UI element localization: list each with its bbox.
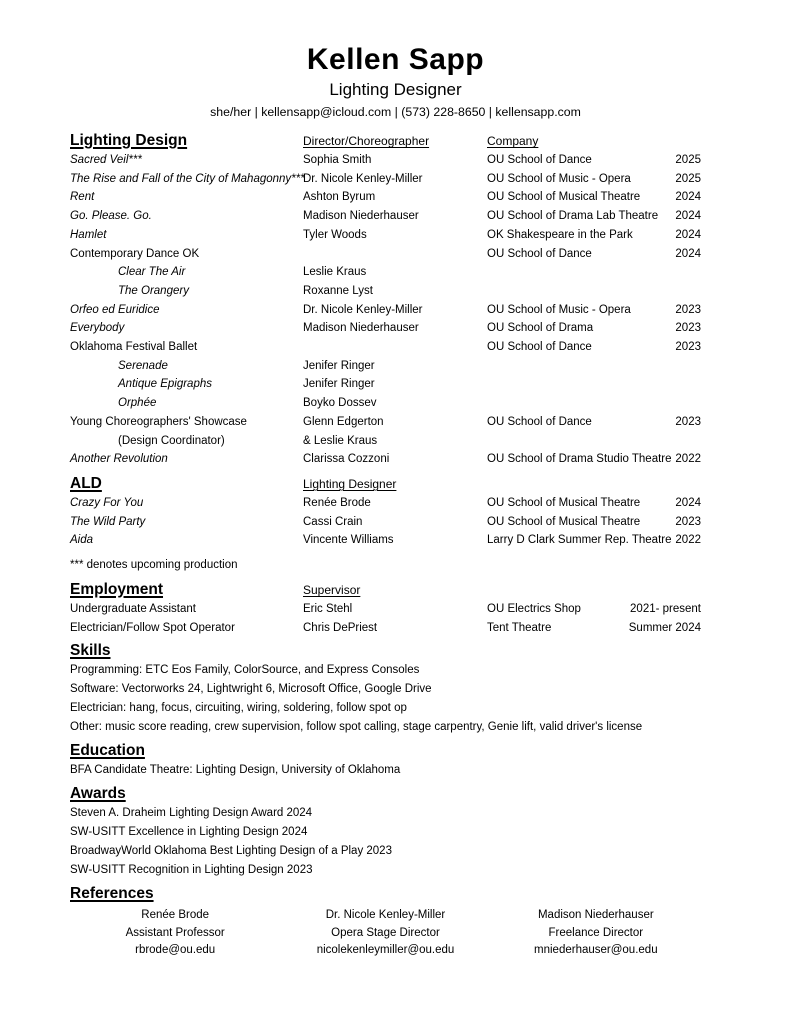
production-title: The Wild Party: [70, 515, 146, 528]
reference-role: Assistant Professor: [125, 926, 225, 939]
resume-body: [70, 131, 701, 959]
person-name: Cassi Crain: [303, 515, 363, 528]
award-line: Steven A. Draheim Lighting Design Award 2024: [70, 807, 313, 820]
skill-line: Electrician: hang, focus, circuiting, wiring, soldering, follow spot op: [70, 702, 407, 715]
company-name: OU School of Drama Lab Theatre: [487, 210, 659, 223]
year: 2025: [675, 172, 701, 185]
lighting-design-row: [70, 319, 701, 338]
education-line: BFA Candidate Theatre: Lighting Design, University of Oklahoma: [70, 764, 401, 777]
person-name: Madison Niederhauser: [303, 322, 419, 335]
lighting-design-row: [70, 301, 701, 320]
production-title: Antique Epigraphs: [118, 378, 212, 391]
skill-line: Programming: ETC Eos Family, ColorSource, and Express Consoles: [70, 664, 420, 677]
column-heading-lighting-designer: Lighting Designer: [303, 476, 397, 491]
lighting-design-row: [70, 151, 701, 170]
reference-email: mniederhauser@ou.edu: [534, 943, 658, 956]
year: 2024: [675, 191, 701, 204]
person-name: Eric Stehl: [303, 603, 353, 616]
company-name: OU Electrics Shop: [487, 603, 581, 616]
production-title: Rent: [70, 191, 95, 204]
lighting-design-row: [70, 357, 701, 376]
reference-name: Renée Brode: [141, 909, 210, 922]
section-heading-lighting-design: Lighting Design: [70, 132, 188, 149]
production-title: Oklahoma Festival Ballet: [70, 341, 198, 354]
lighting-design-table: [70, 151, 701, 469]
awards-section: [70, 784, 701, 880]
person-name: Jenifer Ringer: [303, 378, 375, 391]
reference-role: Freelance Director: [548, 926, 644, 939]
award-line: SW-USITT Excellence in Lighting Design 2024: [70, 826, 308, 839]
production-title: The Rise and Fall of the City of Mahagonny***: [70, 172, 305, 185]
contact-line: she/her | kellensapp@icloud.com | (573) 228-8650 | kellensapp.com: [210, 105, 581, 119]
company-name: Larry D Clark Summer Rep. Theatre: [487, 534, 672, 547]
lighting-design-row: [70, 207, 701, 226]
employment-row: [70, 600, 701, 619]
person-name: Boyko Dossev: [303, 397, 377, 410]
year: 2023: [675, 322, 701, 335]
year: 2023: [675, 415, 701, 428]
lighting-design-row: [70, 245, 701, 264]
ald-row: [70, 494, 701, 513]
production-title: Hamlet: [70, 228, 107, 241]
ald-header-row: [70, 474, 701, 494]
skills-section: [70, 641, 701, 737]
year: Summer 2024: [628, 621, 701, 634]
job-title: Lighting Designer: [329, 80, 462, 99]
person-name: Madison Niederhauser: [303, 210, 419, 223]
year: 2022: [675, 453, 701, 466]
education-section: [70, 741, 701, 780]
section-heading-education: Education: [70, 742, 145, 760]
production-title: Clear The Air: [118, 266, 186, 279]
year: 2023: [675, 515, 701, 528]
reference-card: [491, 907, 701, 959]
lighting-design-row: [70, 263, 701, 282]
reference-email: nicolekenleymiller@ou.edu: [316, 943, 455, 956]
production-title: Another Revolution: [70, 453, 168, 466]
production-title: Crazy For You: [70, 496, 144, 509]
person-name: Vincente Williams: [303, 534, 394, 547]
person-name: Sophia Smith: [303, 154, 372, 166]
reference-name: Madison Niederhauser: [537, 909, 654, 922]
year: 2024: [675, 210, 701, 223]
company-name: OU School of Music - Opera: [487, 172, 631, 185]
references-section: [70, 884, 701, 959]
person-name: Chris DePriest: [303, 621, 378, 634]
company-name: OU School of Musical Theatre: [487, 515, 641, 528]
person-name: Roxanne Lyst: [303, 284, 373, 297]
section-heading-ald: ALD: [70, 474, 102, 492]
lighting-design-row: [70, 338, 701, 357]
company-name: Tent Theatre: [487, 621, 552, 634]
person-name: Dr. Nicole Kenley-Miller: [303, 172, 423, 185]
reference-email: rbrode@ou.edu: [135, 943, 216, 956]
company-name: OU School of Music - Opera: [487, 303, 631, 316]
lighting-design-header-row: [70, 131, 701, 151]
page-title: Kellen Sapp: [306, 43, 485, 76]
person-name: Glenn Edgerton: [303, 415, 384, 428]
section-heading-awards: Awards: [70, 785, 126, 803]
production-title: Go. Please. Go.: [70, 210, 152, 223]
person-name: Leslie Kraus: [303, 266, 367, 279]
award-line: BroadwayWorld Oklahoma Best Lighting Design of a Play 2023: [70, 845, 392, 858]
lighting-design-row: [70, 226, 701, 245]
year: 2024: [675, 247, 701, 260]
skill-line: Software: Vectorworks 24, Lightwright 6, Microsoft Office, Google Drive: [70, 683, 432, 696]
production-title: Serenade: [118, 359, 168, 372]
company-name: OU School of Dance: [487, 247, 592, 260]
year: 2023: [675, 303, 701, 316]
references-row: [70, 907, 701, 959]
education-lines: [70, 761, 701, 780]
production-title: Electrician/Follow Spot Operator: [70, 621, 235, 634]
production-title: Undergraduate Assistant: [70, 603, 196, 616]
award-line: SW-USITT Recognition in Lighting Design 2023: [70, 864, 313, 877]
lighting-design-row: [70, 170, 701, 189]
lighting-design-row: [70, 375, 701, 394]
column-heading-supervisor: Supervisor: [303, 583, 361, 598]
person-name: & Leslie Kraus: [303, 434, 378, 447]
production-title: (Design Coordinator): [118, 434, 225, 447]
lighting-design-row: [70, 188, 701, 207]
reference-card: [70, 907, 280, 959]
ald-row: [70, 531, 701, 550]
skill-line: Other: music score reading, crew supervision, follow spot calling, stage carpentry, Genie lift, valid driver's license: [70, 721, 643, 734]
company-name: OU School of Dance: [487, 341, 592, 354]
production-title: Aida: [70, 534, 94, 547]
section-heading-references: References: [70, 885, 154, 903]
company-name: OU School of Dance: [487, 154, 592, 166]
lighting-design-row: [70, 450, 701, 469]
lighting-design-row: [70, 282, 701, 301]
person-name: Ashton Byrum: [303, 191, 376, 204]
ald-row: [70, 513, 701, 532]
person-name: Clarissa Cozzoni: [303, 453, 390, 466]
company-name: OU School of Drama Studio Theatre: [487, 453, 672, 466]
year: 2024: [675, 228, 701, 241]
company-name: OU School of Dance: [487, 415, 592, 428]
employment-header-row: [70, 580, 701, 600]
reference-role: Opera Stage Director: [331, 926, 440, 939]
reference-name: Dr. Nicole Kenley-Miller: [325, 909, 446, 922]
year: 2022: [675, 534, 701, 547]
production-title: Sacred Veil***: [70, 154, 142, 166]
upcoming-production-note: *** denotes upcoming production: [70, 559, 238, 572]
employment-row: [70, 619, 701, 638]
resume-header: [0, 44, 791, 120]
awards-lines: [70, 804, 701, 880]
employment-table: [70, 600, 701, 637]
company-name: OU School of Drama: [487, 322, 594, 335]
production-title: The Orangery: [118, 284, 189, 297]
production-title: Young Choreographers' Showcase: [70, 415, 247, 428]
production-title: Orphée: [118, 397, 157, 410]
company-name: OU School of Musical Theatre: [487, 191, 641, 204]
year: 2024: [675, 496, 701, 509]
production-title: Contemporary Dance OK: [70, 247, 200, 260]
column-heading-director: Director/Choreographer: [303, 134, 430, 148]
production-title: Everybody: [70, 322, 125, 335]
column-heading-company: Company: [487, 134, 539, 148]
person-name: Renée Brode: [303, 496, 371, 509]
year: 2021- present: [630, 603, 701, 616]
skills-lines: [70, 661, 701, 737]
production-title: Orfeo ed Euridice: [70, 303, 160, 316]
reference-card: [280, 907, 490, 959]
section-heading-employment: Employment: [70, 581, 164, 599]
year: 2023: [675, 341, 701, 354]
person-name: Jenifer Ringer: [303, 359, 375, 372]
lighting-design-row: [70, 432, 701, 451]
lighting-design-row: [70, 394, 701, 413]
section-heading-skills: Skills: [70, 642, 111, 660]
company-name: OK Shakespeare in the Park: [487, 228, 633, 241]
ald-table: [70, 494, 701, 550]
person-name: Dr. Nicole Kenley-Miller: [303, 303, 423, 316]
person-name: Tyler Woods: [303, 228, 367, 241]
company-name: OU School of Musical Theatre: [487, 496, 641, 509]
year: 2025: [675, 154, 701, 166]
lighting-design-row: [70, 413, 701, 432]
